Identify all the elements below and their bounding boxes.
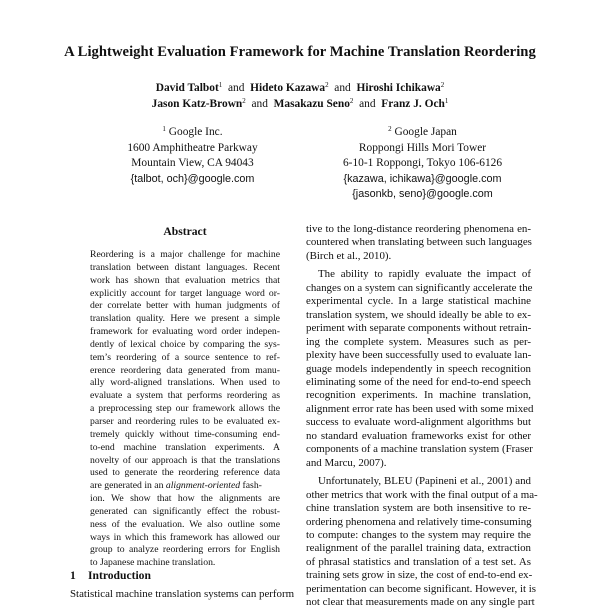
body-line: to compute: changes to the system may require the	[306, 528, 531, 541]
body-line: realignment of the parallel training data, extraction	[306, 542, 531, 555]
abstract-line: tem’s reordering of a source sentence to ref-	[90, 351, 280, 363]
abstract-line	[90, 480, 280, 493]
author-separator: and	[251, 98, 268, 110]
affiliation-address: 1600 Amphitheatre Parkway	[127, 141, 258, 154]
abstract-line: tremely quickly without time-consuming end-	[90, 428, 280, 440]
affiliation-email: {talbot, och}@google.com	[130, 172, 255, 185]
affiliation-address: Roppongi Hills Mori Tower	[358, 141, 487, 154]
abstract-line: to-end machine translation experiments. A	[90, 441, 280, 453]
section-number: 1	[70, 569, 76, 582]
body-line: ordering phenomena and relatively time-consuming	[306, 515, 532, 528]
abstract-text-run: fash-	[240, 480, 262, 492]
abstract-line: to Japanese machine translation.	[90, 557, 216, 569]
author-separator: and	[359, 98, 376, 110]
affiliation-org: Google Japan	[394, 126, 457, 138]
author-name: Franz J. Och	[381, 98, 445, 110]
abstract-line: dently of lexical choice by comparing the sys-	[90, 338, 280, 350]
introduction-first-line: Statistical machine translation systems can perform	[70, 588, 295, 600]
affiliation-mark: 1	[162, 125, 166, 133]
affiliation-google-inc	[75, 122, 310, 187]
author-name: Hiroshi Ichikawa	[356, 82, 441, 94]
body-line: recognition experiments. In machine translation,	[306, 389, 531, 402]
author-line-1	[0, 81, 600, 94]
abstract-line: translation quality. Here we present a simple	[90, 313, 280, 325]
abstract-line: explicitly account for target language word or-	[90, 287, 280, 299]
section-title: Introduction	[88, 569, 151, 582]
affiliation-mark: 2	[388, 125, 392, 133]
abstract-text	[90, 249, 280, 570]
author-line-2	[0, 97, 600, 110]
body-line: other metrics that work with the final output of a ma-	[306, 488, 538, 501]
author-affiliation-mark: 2	[440, 81, 445, 89]
body-line: periment with separate components without retrain-	[306, 322, 532, 335]
body-line: guage models independently in speech recognition	[306, 362, 531, 375]
body-line: of phrasal statistics and translation of a test set. As	[306, 555, 531, 568]
affiliation-address: Mountain View, CA 94043	[131, 157, 254, 170]
body-line: chine translation system are both insensitive to re-	[306, 502, 531, 515]
body-line: The ability to rapidly evaluate the impact of	[318, 268, 531, 281]
body-line: translation system, we should ideally be able to ex-	[306, 308, 531, 321]
author-name: Jason Katz-Brown	[151, 98, 243, 110]
body-line: not clear that measurements made on any single part	[306, 596, 535, 609]
abstract-line: evaluate a system that performs reordering as	[90, 390, 280, 402]
abstract-line: ally word-aligned translations. When used to	[90, 377, 280, 389]
abstract-line: ways in which this framework has allowed our	[90, 531, 280, 543]
affiliation-address: 6-10-1 Roppongi, Tokyo 106-6126	[342, 157, 503, 170]
abstract-line: erence reordering data generated from manu-	[90, 364, 280, 376]
author-separator: and	[334, 82, 351, 94]
body-line: eliminating some of the need for end-to-end speech	[306, 375, 531, 388]
body-line: perimentation can become significant. However, it is	[306, 582, 537, 595]
affiliation-google-japan	[305, 122, 540, 203]
paper-title: A Lightweight Evaluation Framework for Machine Translation Reordering	[64, 44, 536, 60]
abstract-italic-term: alignment-oriented	[165, 480, 241, 492]
author-name: Masakazu Seno	[273, 98, 350, 110]
body-line: success to evaluate word-alignment algorithms but	[306, 416, 531, 429]
abstract-line: work has shown that evaluation metrics that	[90, 274, 280, 286]
affiliation-org: Google Inc.	[168, 126, 223, 138]
body-line: experimental cycle. In a large statistical machine	[306, 295, 531, 308]
abstract-line: ness of the evaluation. We also outline some	[90, 518, 280, 530]
abstract-text-run: are generated in an	[90, 480, 166, 492]
author-affiliation-mark: 1	[444, 97, 449, 105]
body-line: countered when translating between such languages	[306, 236, 532, 249]
author-name: David Talbot	[155, 82, 219, 94]
affiliation-email: {jasonkb, seno}@google.com	[352, 188, 493, 201]
abstract-line: framework for evaluating word order indepen-	[90, 326, 280, 338]
abstract-line: novelty of our approach is that the translations	[90, 454, 280, 466]
body-line: and Marcu, 2007).	[306, 456, 387, 469]
body-line: plexity have been successfully used to evaluate lan-	[306, 349, 532, 362]
abstract-line: a preprocessing step our framework allows the	[90, 403, 280, 415]
body-line: (Birch et al., 2010).	[306, 249, 392, 262]
abstract-line: generated can significantly effect the robust-	[90, 505, 280, 517]
body-line: alignment error rate has been used with some mixed	[306, 402, 534, 415]
abstract-line: group to analyze reordering errors for English	[90, 544, 280, 556]
body-line: training sets grow in size, the cost of end-to-end ex-	[306, 569, 533, 582]
abstract-line: der correlate better with human judgments of	[90, 300, 280, 312]
abstract-heading: Abstract	[163, 225, 207, 238]
right-column-text	[306, 223, 538, 610]
abstract-line: translation between distant languages. Recent	[90, 261, 280, 273]
body-line: no standard evaluation frameworks exist for other	[306, 429, 531, 442]
body-line: components of a machine translation system (Fraser	[306, 443, 533, 456]
author-affiliation-mark: 2	[242, 97, 246, 105]
body-line: tive to the long-distance reordering phenomena en-	[306, 223, 531, 235]
author-affiliation-mark: 2	[325, 81, 329, 89]
author-name: Hideto Kazawa	[250, 82, 326, 94]
abstract-line: Reordering is a major challenge for machine	[90, 249, 280, 260]
abstract-line: parser and reordering rules to be evaluated ex-	[90, 415, 280, 427]
body-line: Unfortunately, BLEU (Papineni et al., 2001) and	[318, 475, 531, 488]
author-affiliation-mark: 2	[349, 97, 354, 105]
body-line: changes on a system can significantly accelerate the	[306, 281, 533, 294]
body-line: ing the complete system. Measures such as per-	[306, 335, 531, 348]
abstract-line: ion. We show that how the alignments are	[90, 493, 280, 505]
abstract-line: used to generate the reordering reference data	[90, 467, 280, 479]
author-separator: and	[227, 82, 245, 94]
author-affiliation-mark: 1	[218, 81, 223, 89]
affiliation-email: {kazawa, ichikawa}@google.com	[343, 172, 502, 185]
section-heading-introduction	[70, 569, 151, 582]
